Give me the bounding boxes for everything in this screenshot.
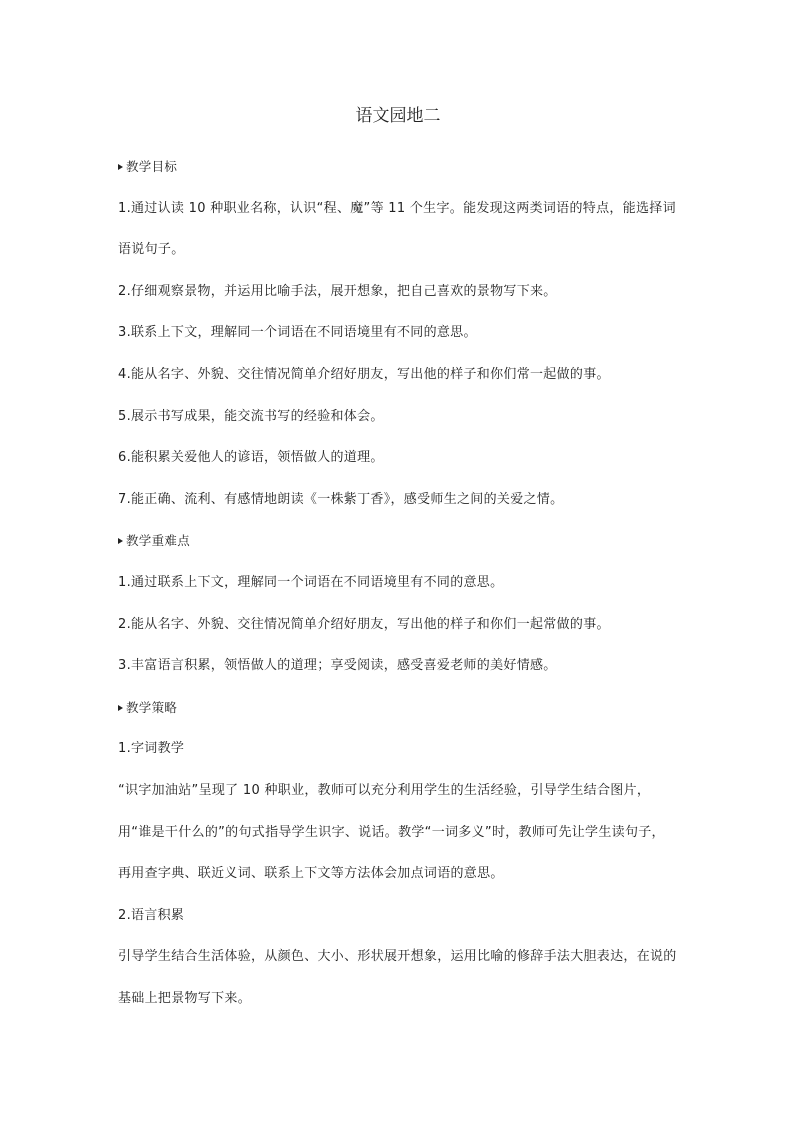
paragraph: 3.丰富语言积累，领悟做人的道理；享受阅读，感受喜爱老师的美好情感。 xyxy=(118,658,557,674)
paragraph: 1.通过认读 10 种职业名称，认识“程、魔”等 11 个生字。能发现这两类词语的特点，能选择词语说句子。 xyxy=(118,200,676,258)
paragraph: 1.字词教学 xyxy=(118,741,185,757)
paragraph: 7.能正确、流利、有感情地朗读《一株紫丁香》，感受师生之间的关爱之情。 xyxy=(118,491,564,507)
section-teaching-goals xyxy=(118,146,678,520)
triangle-bullet-icon xyxy=(118,538,123,544)
triangle-bullet-icon xyxy=(118,705,123,711)
page-title: 语文园地二 xyxy=(355,106,441,126)
paragraph: 引导学生结合生活体验，从颜色、大小、形状展开想象，运用比喻的修辞手法大胆表达，在说的基础上把景物写下来。 xyxy=(118,949,677,1006)
paragraph: 5.展示书写成果，能交流书写的经验和体会。 xyxy=(118,408,384,424)
document-page xyxy=(118,104,678,1019)
section-heading: 教学目标 xyxy=(118,146,678,188)
paragraph: 6.能积累关爱他人的谚语，领悟做人的道理。 xyxy=(118,450,384,466)
paragraph: 1.通过联系上下文，理解同一个词语在不同语境里有不同的意思。 xyxy=(118,574,504,590)
section-teaching-strategy xyxy=(118,687,678,1020)
paragraph: 2.能从名字、外貌、交往情况简单介绍好朋友，写出他的样子和你们一起常做的事。 xyxy=(118,616,610,632)
paragraph: 4.能从名字、外貌、交往情况简单介绍好朋友，写出他的样子和你们常一起做的事。 xyxy=(118,366,610,382)
section-key-difficulties xyxy=(118,520,678,686)
paragraph: 2.仔细观察景物，并运用比喻手法，展开想象，把自己喜欢的景物写下来。 xyxy=(118,283,557,299)
section-heading: 教学重难点 xyxy=(118,520,678,562)
paragraph: 3.联系上下文，理解同一个词语在不同语境里有不同的意思。 xyxy=(118,325,477,341)
triangle-bullet-icon xyxy=(118,164,123,170)
section-heading: 教学策略 xyxy=(118,687,678,729)
paragraph: 2.语言积累 xyxy=(118,907,185,923)
paragraph: “识字加油站”呈现了 10 种职业，教师可以充分利用学生的生活经验，引导学生结合图片，用“谁是干什么的”的句式指导学生识字、说话。教学“一词多义”时，教师可先让学生读句子，再用查字典、联近义词、联系上下文等方法体会加点词语的意思。 xyxy=(118,782,665,882)
